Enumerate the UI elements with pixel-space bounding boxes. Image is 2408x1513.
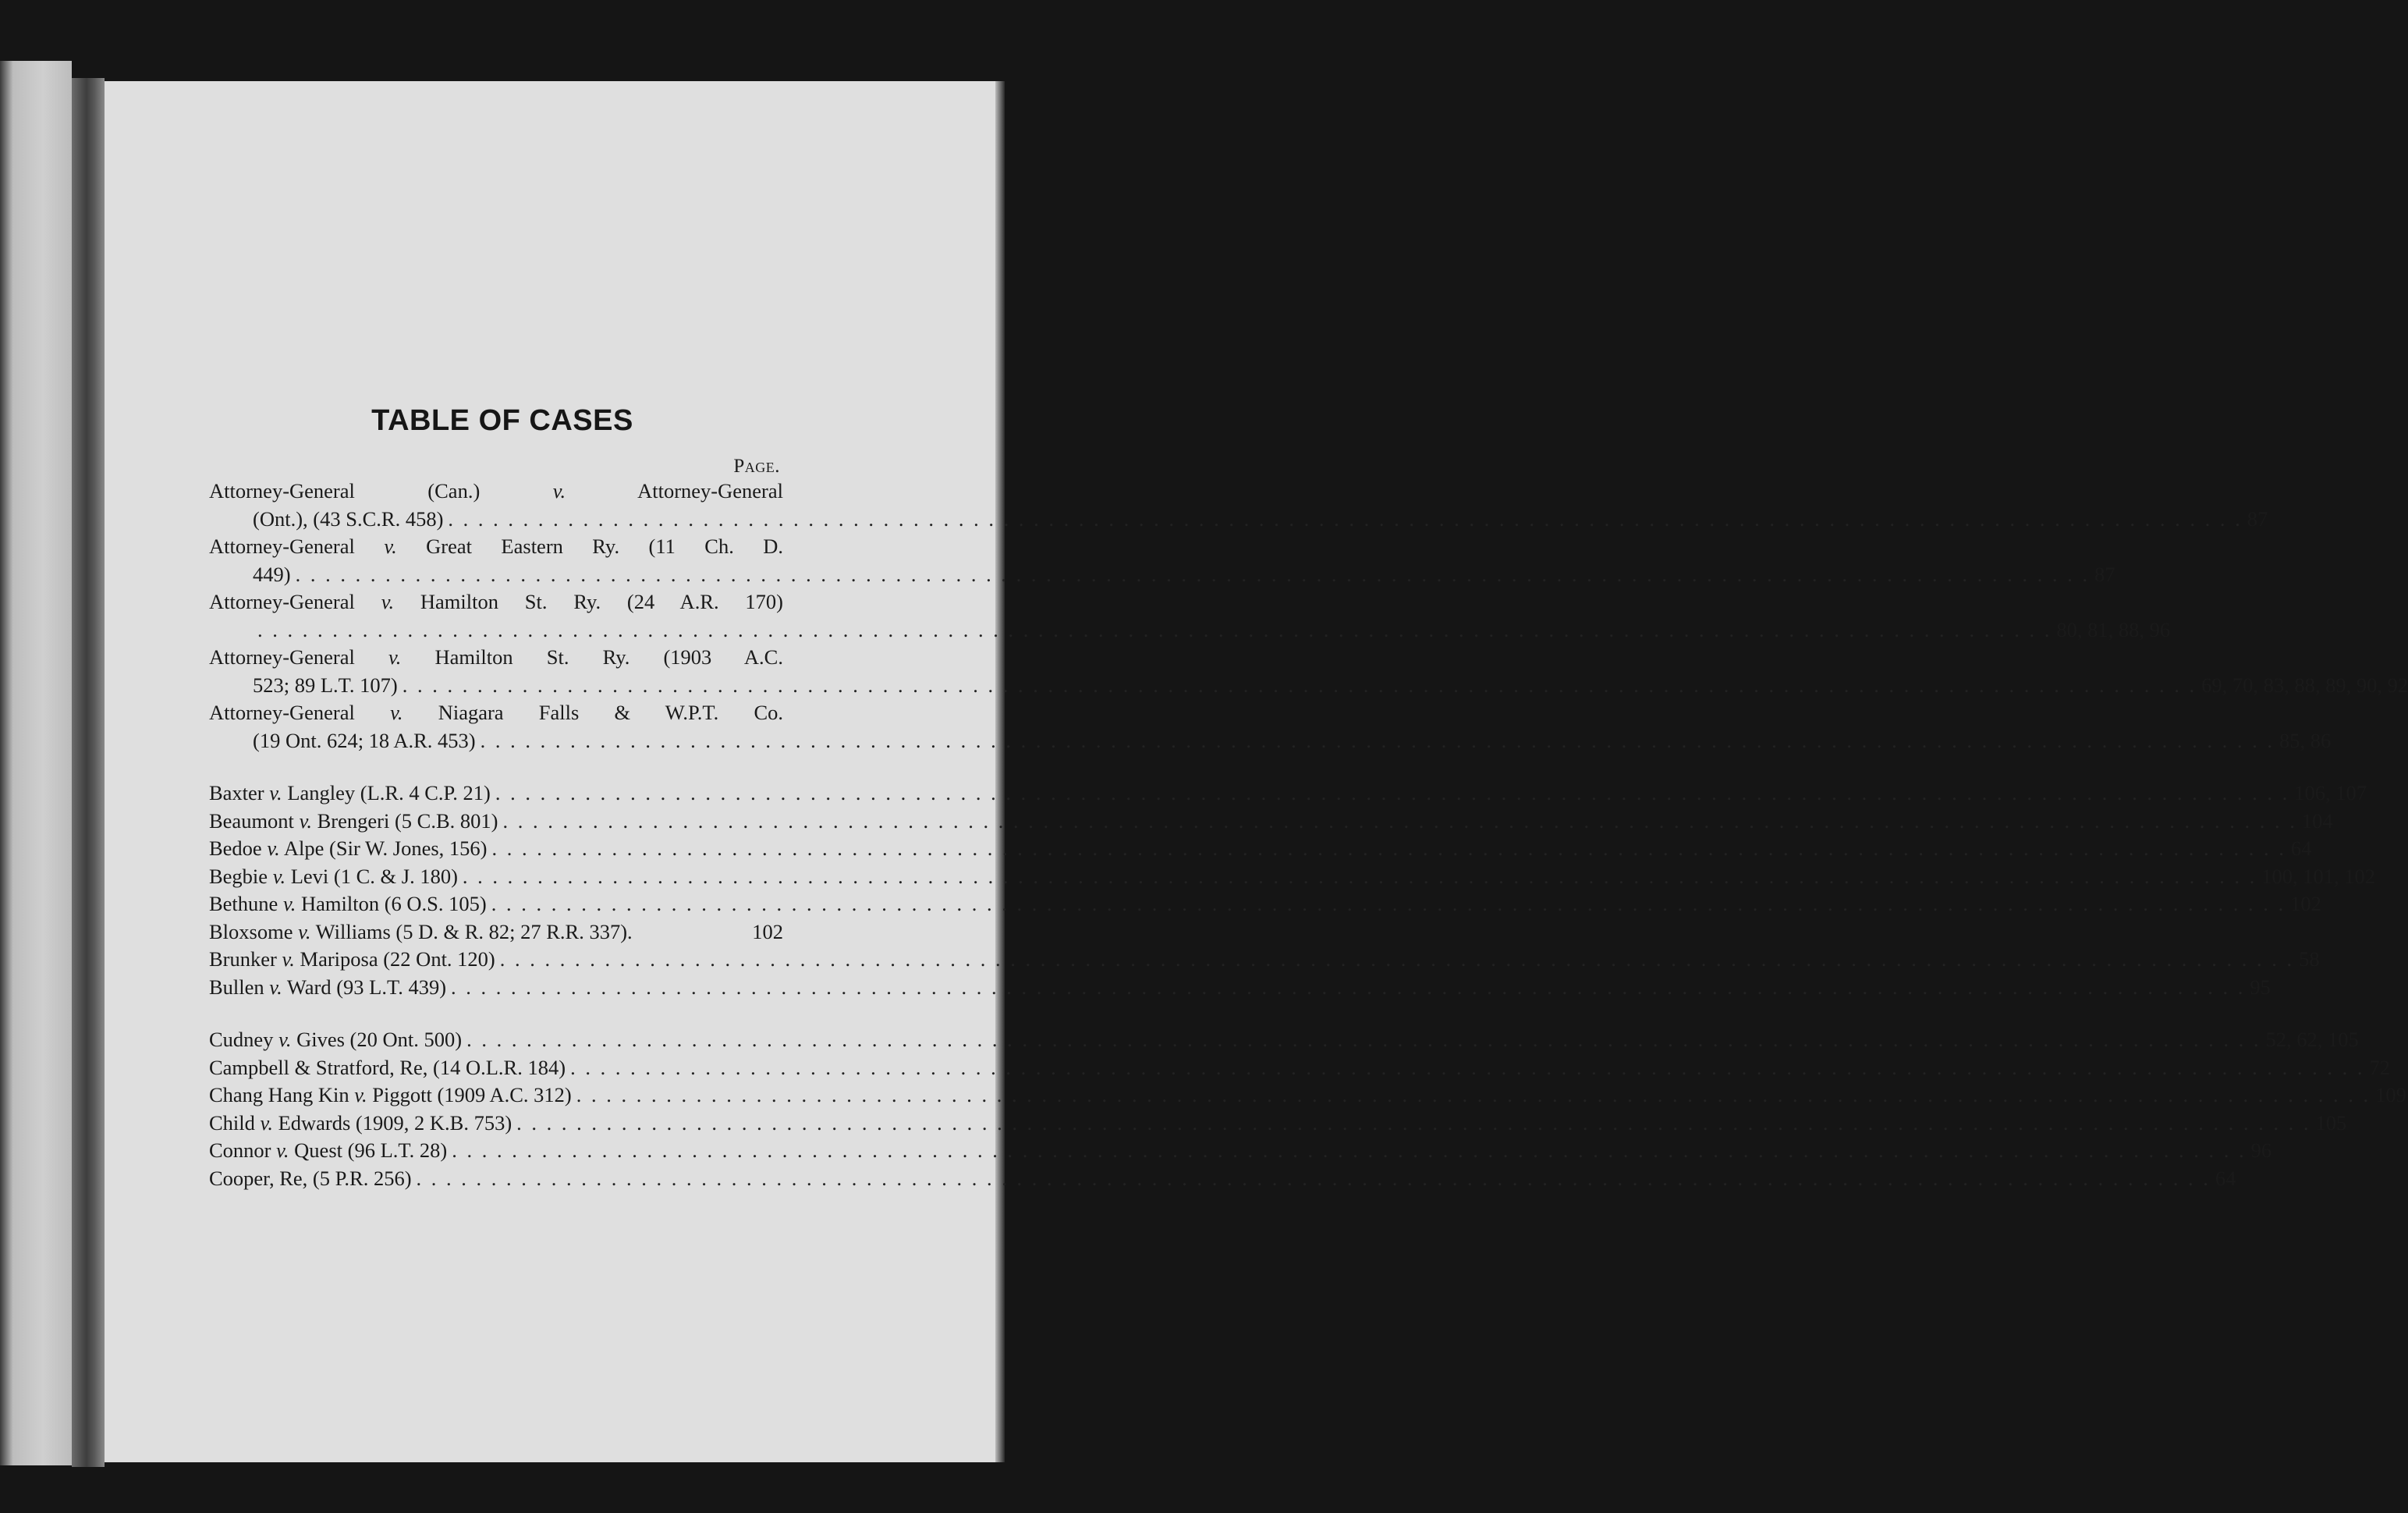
case-citation: Attorney-General v. Niagara Falls & W.P.T. Co. <box>209 701 783 724</box>
page-numbers: 69, 70, 83, 88, 89, 90, 92 <box>2201 673 2408 697</box>
case-list <box>209 479 2408 1194</box>
versus-marker: v. <box>354 1083 367 1106</box>
dot-leader: . . . . . . . . . . . . . . . . . . . . . . . . . . . . . . . . . . . . . . . . . . . . . . . . . . . . . . . . . . . . . . . . . . . . . . . . . . . . . . . . . . . . . . . . . . . . . . . . . . . . . . . . . . . . . . . . . . . . . . . . <box>570 1055 2365 1079</box>
versus-marker: v. <box>278 1028 292 1051</box>
case-citation: Chang Hang Kin v. Piggott (1909 A.C. 312) <box>209 1083 572 1106</box>
dot-leader: . . . . . . . . . . . . . . . . . . . . . . . . . . . . . . . . . . . . . . . . . . . . . . . . . . . . . . . . . . . . . . . . . . . . . . . . . . . . . . . . . . . . . . . . . . . . . . . . . . . . . . . . . . . . . . . . . . . . . . . . <box>502 808 2297 833</box>
page-numbers: 102 <box>2290 892 2321 915</box>
page-numbers: 105 <box>2315 1110 2347 1135</box>
case-entry <box>209 1083 2406 1111</box>
case-citation: Attorney-General v. Hamilton St. Ry. (1903 A.C. <box>209 645 783 669</box>
case-citation: Child v. Edwards (1909, 2 K.B. 753) <box>209 1110 512 1135</box>
case-citation: Baxter v. Langley (L.R. 4 C.P. 21) <box>209 781 491 804</box>
case-entry <box>209 975 2271 1003</box>
page-numbers: 95 <box>2250 975 2271 999</box>
page-numbers: 104 <box>2301 808 2333 833</box>
case-group <box>209 781 2376 1003</box>
case-entry <box>209 701 783 729</box>
book-spine <box>72 78 105 1467</box>
case-citation: Attorney-General v. Hamilton St. Ry. (24 A.R. 170) <box>209 590 783 613</box>
dot-leader: . . . . . . . . . . . . . . . . . . . . . . . . . . . . . . . . . . . . . . . . . . . . . . . . . . . . . . . . . . . . . . . . . . . . . . . . . . . . . . . . . . . . . . . . . . . . . . . . . . . . . . . . . . . . . . . . . . . . . . . . <box>491 892 2286 915</box>
case-entry <box>209 1028 2359 1056</box>
versus-marker: v. <box>282 947 295 971</box>
case-citation: Bullen v. Ward (93 L.T. 439) <box>209 975 447 999</box>
case-entry <box>209 836 2312 865</box>
page-numbers: 96 <box>2250 1138 2272 1162</box>
case-citation: Bedoe v. Alpe (Sir W. Jones, 156) <box>209 836 488 860</box>
case-entry <box>209 479 783 507</box>
case-citation: Connor v. Quest (96 L.T. 28) <box>209 1138 448 1162</box>
page-title: TABLE OF CASES <box>371 404 633 437</box>
case-entry-continuation <box>209 617 2171 646</box>
facing-page <box>0 61 72 1465</box>
versus-marker: v. <box>269 975 282 999</box>
case-citation: Begbie v. Levi (1 C. & J. 180) <box>209 864 458 888</box>
case-entry <box>209 920 783 948</box>
case-group <box>209 1028 2406 1194</box>
case-citation: (19 Ont. 624; 18 A.R. 453) <box>253 728 476 752</box>
versus-marker: v. <box>384 535 397 558</box>
versus-marker: v. <box>552 479 566 503</box>
dot-leader: . . . . . . . . . . . . . . . . . . . . . . . . . . . . . . . . . . . . . . . . . . . . . . . . . . . . . . . . . . . . . . . . . . . . . . . . . . . . . . . . . . . . . . . . . . . . . . . . . . . . . . . . . . . . . . . . . . . . . . . . <box>491 836 2286 860</box>
dot-leader: . . . . . . . . . . . . . . . . . . . . . . . . . . . . . . . . . . . . . . . . . . . . . . . . . . . . . . . . . . . . . . . . . . . . . . . . . . . . . . . . . . . . . . . . . . . . . . . . . . . . . . . . . . . . . . . . . . . . . . . . <box>499 947 2295 971</box>
dot-leader: . . . . . . . . . . . . . . . . . . . . . . . . . . . . . . . . . . . . . . . . . . . . . . . . . . . . . . . . . . . . . . . . . . . . . . . . . . . . . . . . . . . . . . . . . . . . . . . . . . . . . . . . . . . . . . . . . . . . . . . . <box>495 781 2290 804</box>
case-citation: Cudney v. Gives (20 Ont. 500) <box>209 1028 463 1051</box>
versus-marker: v. <box>276 1138 289 1162</box>
page-numbers: 64 <box>2215 1166 2236 1190</box>
versus-marker: v. <box>298 919 311 943</box>
page-numbers: 102 <box>752 919 783 943</box>
versus-marker: v. <box>267 836 280 860</box>
dot-leader: . . . . . . . . . . . . . . . . . . . . . . . . . . . . . . . . . . . . . . . . . . . . . . . . . . . . . . . . . . . . . . . . . . . . . . . . . . . . . . . . . . . . . . . . . . . . . . . . . . . . . . . . . . . . . . . . . . . . . . . . <box>576 1083 2371 1106</box>
case-citation: Attorney-General v. Great Eastern Ry. (11 Ch. D. <box>209 535 783 558</box>
case-entry <box>209 781 2367 809</box>
page-numbers: 100, 101, 102 <box>2261 864 2376 888</box>
case-entry-continuation <box>209 562 2115 591</box>
case-entry <box>209 1138 2272 1167</box>
case-entry <box>209 645 783 673</box>
dot-leader: . . . . . . . . . . . . . . . . . . . . . . . . . . . . . . . . . . . . . . . . . . . . . . . . . . . . . . . . . . . . . . . . . . . . . . . . . . . . . . . . . . . . . . . . . . . . . . . . . . . . . . . . . . . . . . . . . . . . . . . . <box>451 975 2246 999</box>
case-citation: Beaumont v. Brengeri (5 C.B. 801) <box>209 808 498 833</box>
case-citation: (Ont.), (43 S.C.R. 458) <box>253 506 444 531</box>
case-citation: Bloxsome v. Williams (5 D. & R. 82; 27 R.R. 337). <box>209 919 633 943</box>
versus-marker: v. <box>282 892 296 915</box>
dot-leader: . . . . . . . . . . . . . . . . . . . . . . . . . . . . . . . . . . . . . . . . . . . . . . . . . . . . . . . . . . . . . . . . . . . . . . . . . . . . . . . . . . . . . . . . . . . . . . . . . . . . . . . . . . . . . . . . . . . . . . . . <box>416 1166 2211 1190</box>
case-citation: Brunker v. Mariposa (22 Ont. 120) <box>209 947 495 971</box>
case-entry-continuation <box>209 673 2408 701</box>
page-column-label: Page. <box>733 456 780 477</box>
page-numbers: 106, 107 <box>2294 781 2367 804</box>
case-citation: 449) <box>253 562 291 586</box>
dot-leader: . . . . . . . . . . . . . . . . . . . . . . . . . . . . . . . . . . . . . . . . . . . . . . . . . . . . . . . . . . . . . . . . . . . . . . . . . . . . . . . . . . . . . . . . . . . . . . . . . . . . . . . . . . . . . . . . . . . . . . . . <box>295 562 2090 586</box>
versus-marker: v. <box>299 808 312 833</box>
dot-leader: . . . . . . . . . . . . . . . . . . . . . . . . . . . . . . . . . . . . . . . . . . . . . . . . . . . . . . . . . . . . . . . . . . . . . . . . . . . . . . . . . . . . . . . . . . . . . . . . . . . . . . . . . . . . . . . . . . . . . . . . <box>466 1028 2261 1051</box>
case-entry <box>209 1166 2236 1195</box>
dot-leader: . . . . . . . . . . . . . . . . . . . . . . . . . . . . . . . . . . . . . . . . . . . . . . . . . . . . . . . . . . . . . . . . . . . . . . . . . . . . . . . . . . . . . . . . . . . . . . . . . . . . . . . . . . . . . . . . . . . . . . . . <box>402 673 2197 697</box>
case-citation: Campbell & Stratford, Re, (14 O.L.R. 184) <box>209 1055 566 1079</box>
versus-marker: v. <box>272 864 286 888</box>
case-entry <box>209 535 783 563</box>
dot-leader: . . . . . . . . . . . . . . . . . . . . . . . . . . . . . . . . . . . . . . . . . . . . . . . . . . . . . . . . . . . . . . . . . . . . . . . . . . . . . . . . . . . . . . . . . . . . . . . . . . . . . . . . . . . . . . . . . . . . . . . . <box>452 1138 2247 1162</box>
page-numbers: 80, 81, 88, 96 <box>2056 617 2171 641</box>
page-numbers: 52, 62, 105 <box>2265 1028 2359 1051</box>
case-entry <box>209 864 2376 893</box>
dot-leader: . . . . . . . . . . . . . . . . . . . . . . . . . . . . . . . . . . . . . . . . . . . . . . . . . . . . . . . . . . . . . . . . . . . . . . . . . . . . . . . . . . . . . . . . . . . . . . . . . . . . . . . . . . . . . . . . . . . . . . . . <box>516 1110 2311 1135</box>
page-numbers: 72 <box>2369 1055 2390 1079</box>
page-numbers: 87 <box>2094 562 2115 586</box>
case-citation: Attorney-General (Can.) v. Attorney-General <box>209 479 783 503</box>
case-citation: 523; 89 L.T. 107) <box>253 673 398 697</box>
case-citation: Bethune v. Hamilton (6 O.S. 105) <box>209 892 487 915</box>
case-group <box>209 479 2408 756</box>
case-citation: Cooper, Re, (5 P.R. 256) <box>209 1166 412 1190</box>
case-entry <box>209 1110 2347 1139</box>
page-numbers: 87 <box>2247 506 2268 531</box>
dot-leader: . . . . . . . . . . . . . . . . . . . . . . . . . . . . . . . . . . . . . . . . . . . . . . . . . . . . . . . . . . . . . . . . . . . . . . . . . . . . . . . . . . . . . . . . . . . . . . . . . . . . . . . . . . . . . . . . . . . . . . . . <box>448 506 2243 531</box>
case-entry <box>209 892 2321 920</box>
page-numbers: 85, 86 <box>2279 728 2332 752</box>
versus-marker: v. <box>388 645 402 669</box>
versus-marker: v. <box>390 701 403 724</box>
page-numbers: 58 <box>2299 947 2320 971</box>
case-entry-continuation <box>209 506 2268 535</box>
case-entry-continuation <box>209 728 2332 757</box>
dot-leader: . . . . . . . . . . . . . . . . . . . . . . . . . . . . . . . . . . . . . . . . . . . . . . . . . . . . . . . . . . . . . . . . . . . . . . . . . . . . . . . . . . . . . . . . . . . . . . . . . . . . . . . . . . . . . . . . . . . . . . . . <box>480 728 2275 752</box>
case-entry <box>209 590 783 618</box>
page-numbers: 64 <box>2290 836 2312 860</box>
page-edge-shadow <box>995 81 1005 1462</box>
dot-leader: . . . . . . . . . . . . . . . . . . . . . . . . . . . . . . . . . . . . . . . . . . . . . . . . . . . . . . . . . . . . . . . . . . . . . . . . . . . . . . . . . . . . . . . . . . . . . . . . . . . . . . . . . . . . . . . . . . . . . . . . <box>257 617 2052 641</box>
versus-marker: v. <box>260 1110 273 1135</box>
case-entry <box>209 947 2320 975</box>
dot-leader: . . . . . . . . . . . . . . . . . . . . . . . . . . . . . . . . . . . . . . . . . . . . . . . . . . . . . . . . . . . . . . . . . . . . . . . . . . . . . . . . . . . . . . . . . . . . . . . . . . . . . . . . . . . . . . . . . . . . . . . . <box>462 864 2257 888</box>
versus-marker: v. <box>381 590 395 613</box>
case-entry <box>209 1055 2390 1084</box>
page-numbers: 109 <box>2375 1083 2406 1106</box>
case-entry <box>209 808 2333 837</box>
versus-marker: v. <box>269 781 282 804</box>
